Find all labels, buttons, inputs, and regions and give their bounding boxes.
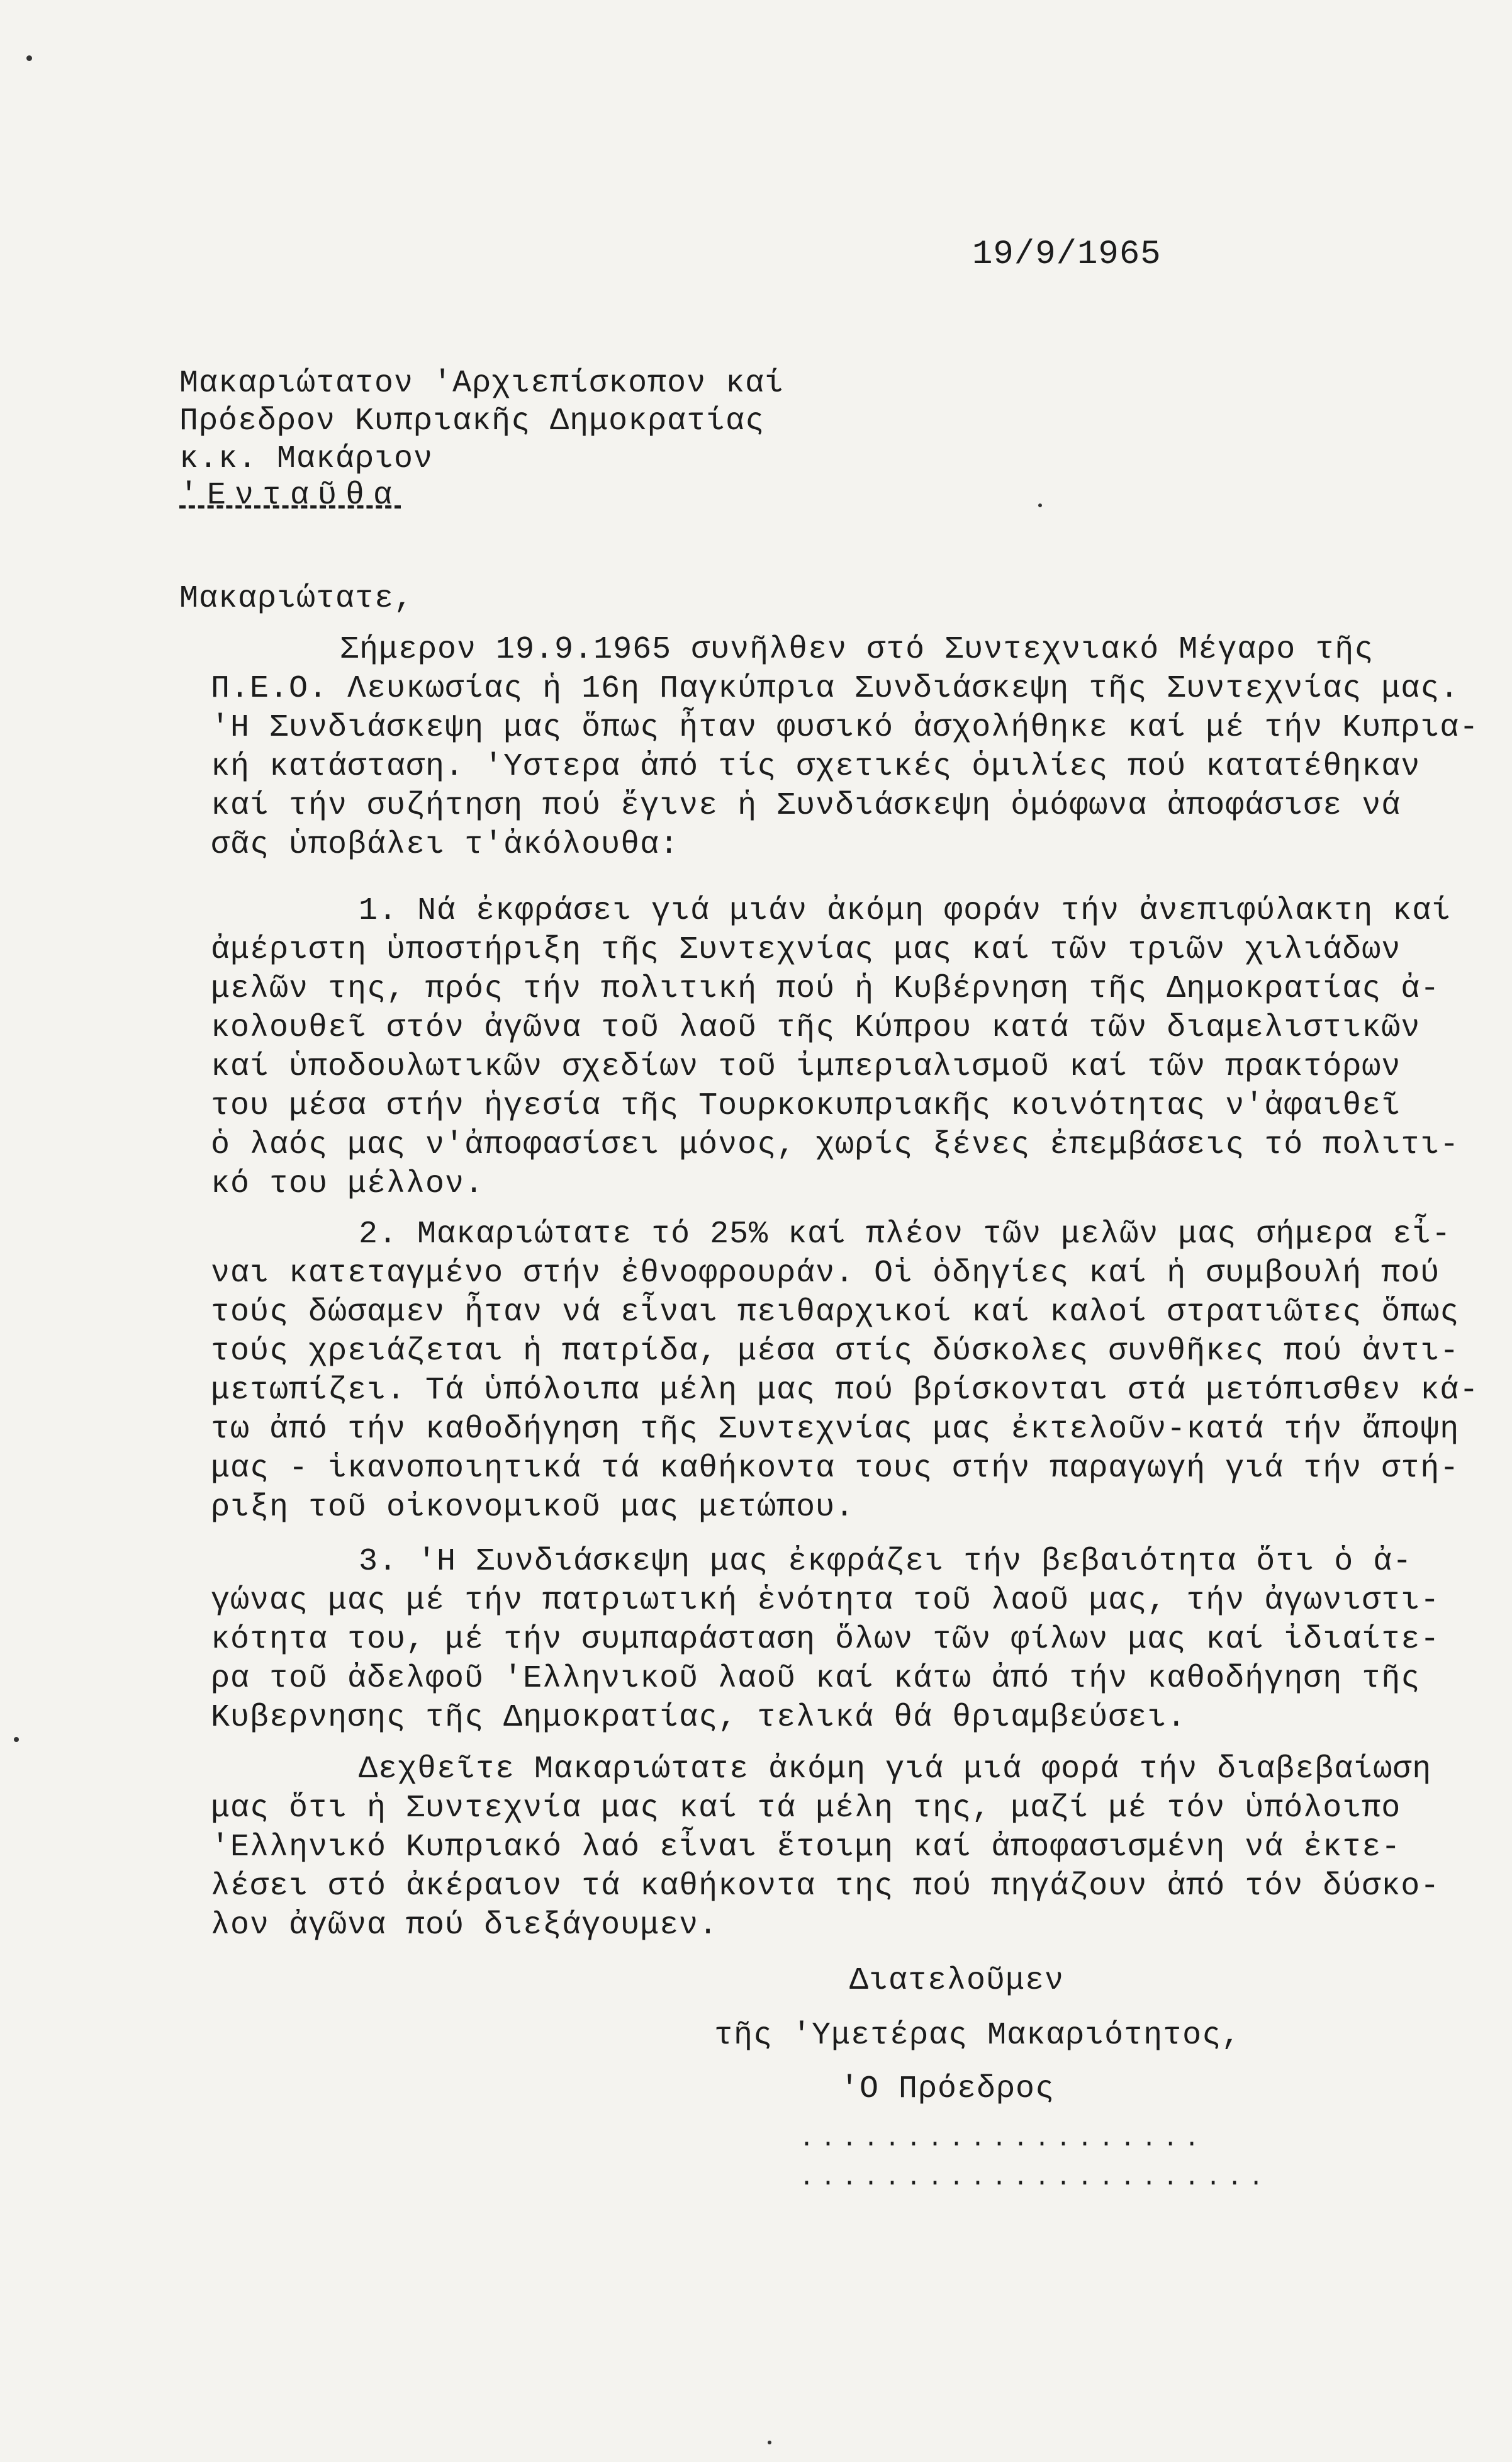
body-line: Δεχθεῖτε Μακαριώτατε ἀκόμη γιά μιά φορά τήν διαβεβαίωση: [359, 1751, 1432, 1787]
signature-dots: ......................: [799, 2164, 1270, 2193]
body-line: 'Ελληνικό Κυπριακό λαό εἶναι ἕτοιμη καί ἀποφασισμένη νά ἐκτε-: [211, 1830, 1401, 1865]
body-line: μετωπίζει. Τά ὑπόλοιπα μέλη μας πού βρίσκονται στά μετόπισθεν κά-: [211, 1373, 1479, 1408]
recipient-line-1: Μακαριώτατον 'Αρχιεπίσκοπον καί: [179, 366, 785, 402]
letter-date: 19/9/1965: [972, 235, 1162, 274]
body-line: καί ὑποδουλωτικῶν σχεδίων τοῦ ἰμπεριαλισμοῦ καί τῶν πρακτόρων: [211, 1049, 1401, 1085]
scan-speck: [26, 55, 32, 61]
body-line: γώνας μας μέ τήν πατριωτική ἑνότητα τοῦ λαοῦ μας, τήν ἀγωνιστι-: [211, 1583, 1440, 1619]
body-line: μελῶν της, πρός τήν πολιτική πού ἡ Κυβέρνηση τῆς Δημοκρατίας ἀ-: [211, 971, 1440, 1007]
body-line: ριξη τοῦ οἰκονομικοῦ μας μετώπου.: [211, 1490, 855, 1526]
body-line: σᾶς ὑποβάλει τ'ἀκόλουθα:: [211, 827, 680, 863]
body-line: καί τήν συζήτηση πού ἔγινε ἡ Συνδιάσκεψη ὁμόφωνα ἀποφάσισε νά: [211, 788, 1401, 824]
body-line: τούς χρειάζεται ἡ πατρίδα, μέσα στίς δύσκολες συνθῆκες πού ἀντι-: [211, 1334, 1460, 1369]
closing-line-2: τῆς 'Υμετέρας Μακαριότητος,: [714, 2018, 1241, 2054]
body-line: κό του μέλλον.: [211, 1166, 484, 1202]
body-line: 2. Μακαριώτατε τό 25% καί πλέον τῶν μελῶν μας σήμερα εἶ-: [359, 1217, 1452, 1252]
body-line: Σήμερον 19.9.1965 συνῆλθεν στό Συντεχνιακό Μέγαρο τῆς: [340, 632, 1374, 668]
body-line: μας - ἱκανοποιητικά τά καθήκοντα τους στήν παραγωγή γιά τήν στή-: [211, 1451, 1460, 1487]
body-line: ναι κατεταγμένο στήν ἐθνοφρουράν. Οἱ ὁδηγίες καί ἡ συμβουλή πού: [211, 1256, 1440, 1291]
body-line: 3. 'Η Συνδιάσκεψη μας ἐκφράζει τήν βεβαιότητα ὅτι ὁ ἀ-: [359, 1544, 1413, 1580]
recipient-line-4: 'Ενταῦθα: [179, 478, 401, 514]
body-line: 1. Νά ἐκφράσει γιά μιάν ἀκόμη φοράν τήν ἀνεπιφύλακτη καί: [359, 893, 1452, 929]
body-line: του μέσα στήν ἡγεσία τῆς Τουρκοκυπριακῆς κοινότητας ν'ἀφαιθεῖ: [211, 1088, 1401, 1124]
body-line: ἀμέριστη ὑποστήριξη τῆς Συντεχνίας μας καί τῶν τριῶν χιλιάδων: [211, 932, 1401, 968]
closing-line-1: Διατελοῦμεν: [849, 1963, 1065, 1999]
recipient-line-2: Πρόεδρον Κυπριακῆς Δημοκρατίας: [179, 403, 765, 439]
body-line: ὁ λαός μας ν'ἀποφασίσει μόνος, χωρίς ξένες ἐπεμβάσεις τό πολιτι-: [211, 1127, 1460, 1163]
body-line: τούς δώσαμεν ἦταν νά εἶναι πειθαρχικοί καί καλοί στρατιῶτες ὅπως: [211, 1295, 1460, 1330]
body-line: Κυβερνησης τῆς Δημοκρατίας, τελικά θά θριαμβεύσει.: [211, 1700, 1187, 1736]
body-line: κολουθεῖ στόν ἀγῶνα τοῦ λαοῦ τῆς Κύπρου κατά τῶν διαμελιστικῶν: [211, 1010, 1421, 1046]
body-line: 'Η Συνδιάσκεψη μας ὅπως ἦταν φυσικό ἀσχολήθηκε καί μέ τήν Κυπρια-: [211, 710, 1479, 746]
scan-speck: [14, 1737, 19, 1742]
body-line: τω ἀπό τήν καθοδήγηση τῆς Συντεχνίας μας ἐκτελοῦν-κατά τήν ἄποψη: [211, 1412, 1460, 1447]
body-line: λον ἀγῶνα πού διεξάγουμεν.: [211, 1908, 719, 1943]
scan-speck: [768, 2441, 771, 2444]
salutation: Μακαριώτατε,: [179, 581, 414, 617]
body-line: ρα τοῦ ἀδελφοῦ 'Ελληνικοῦ λαοῦ καί κάτω ἀπό τήν καθοδήγηση τῆς: [211, 1661, 1421, 1697]
scan-speck: [1038, 503, 1042, 507]
body-line: μας ὅτι ἡ Συντεχνία μας καί τά μέλη της, μαζί μέ τόν ὑπόλοιπο: [211, 1790, 1401, 1826]
body-line: λέσει στό ἀκέραιον τά καθήκοντα της πού πηγάζουν ἀπό τόν δύσκο-: [211, 1869, 1440, 1904]
body-line: κή κατάσταση. 'Υστερα ἀπό τίς σχετικές ὁμιλίες πού κατατέθηκαν: [211, 749, 1421, 785]
body-line: Π.Ε.Ο. Λευκωσίας ἡ 16η Παγκύπρια Συνδιάσκεψη τῆς Συντεχνίας μας.: [211, 671, 1460, 707]
signature-dots: ...................: [799, 2125, 1206, 2154]
recipient-line-3: κ.κ. Μακάριον: [179, 441, 434, 477]
body-line: κότητα του, μέ τήν συμπαράσταση ὅλων τῶν φίλων μας καί ἰδιαίτε-: [211, 1622, 1440, 1658]
closing-line-3: 'Ο Πρόεδρος: [840, 2071, 1055, 2107]
